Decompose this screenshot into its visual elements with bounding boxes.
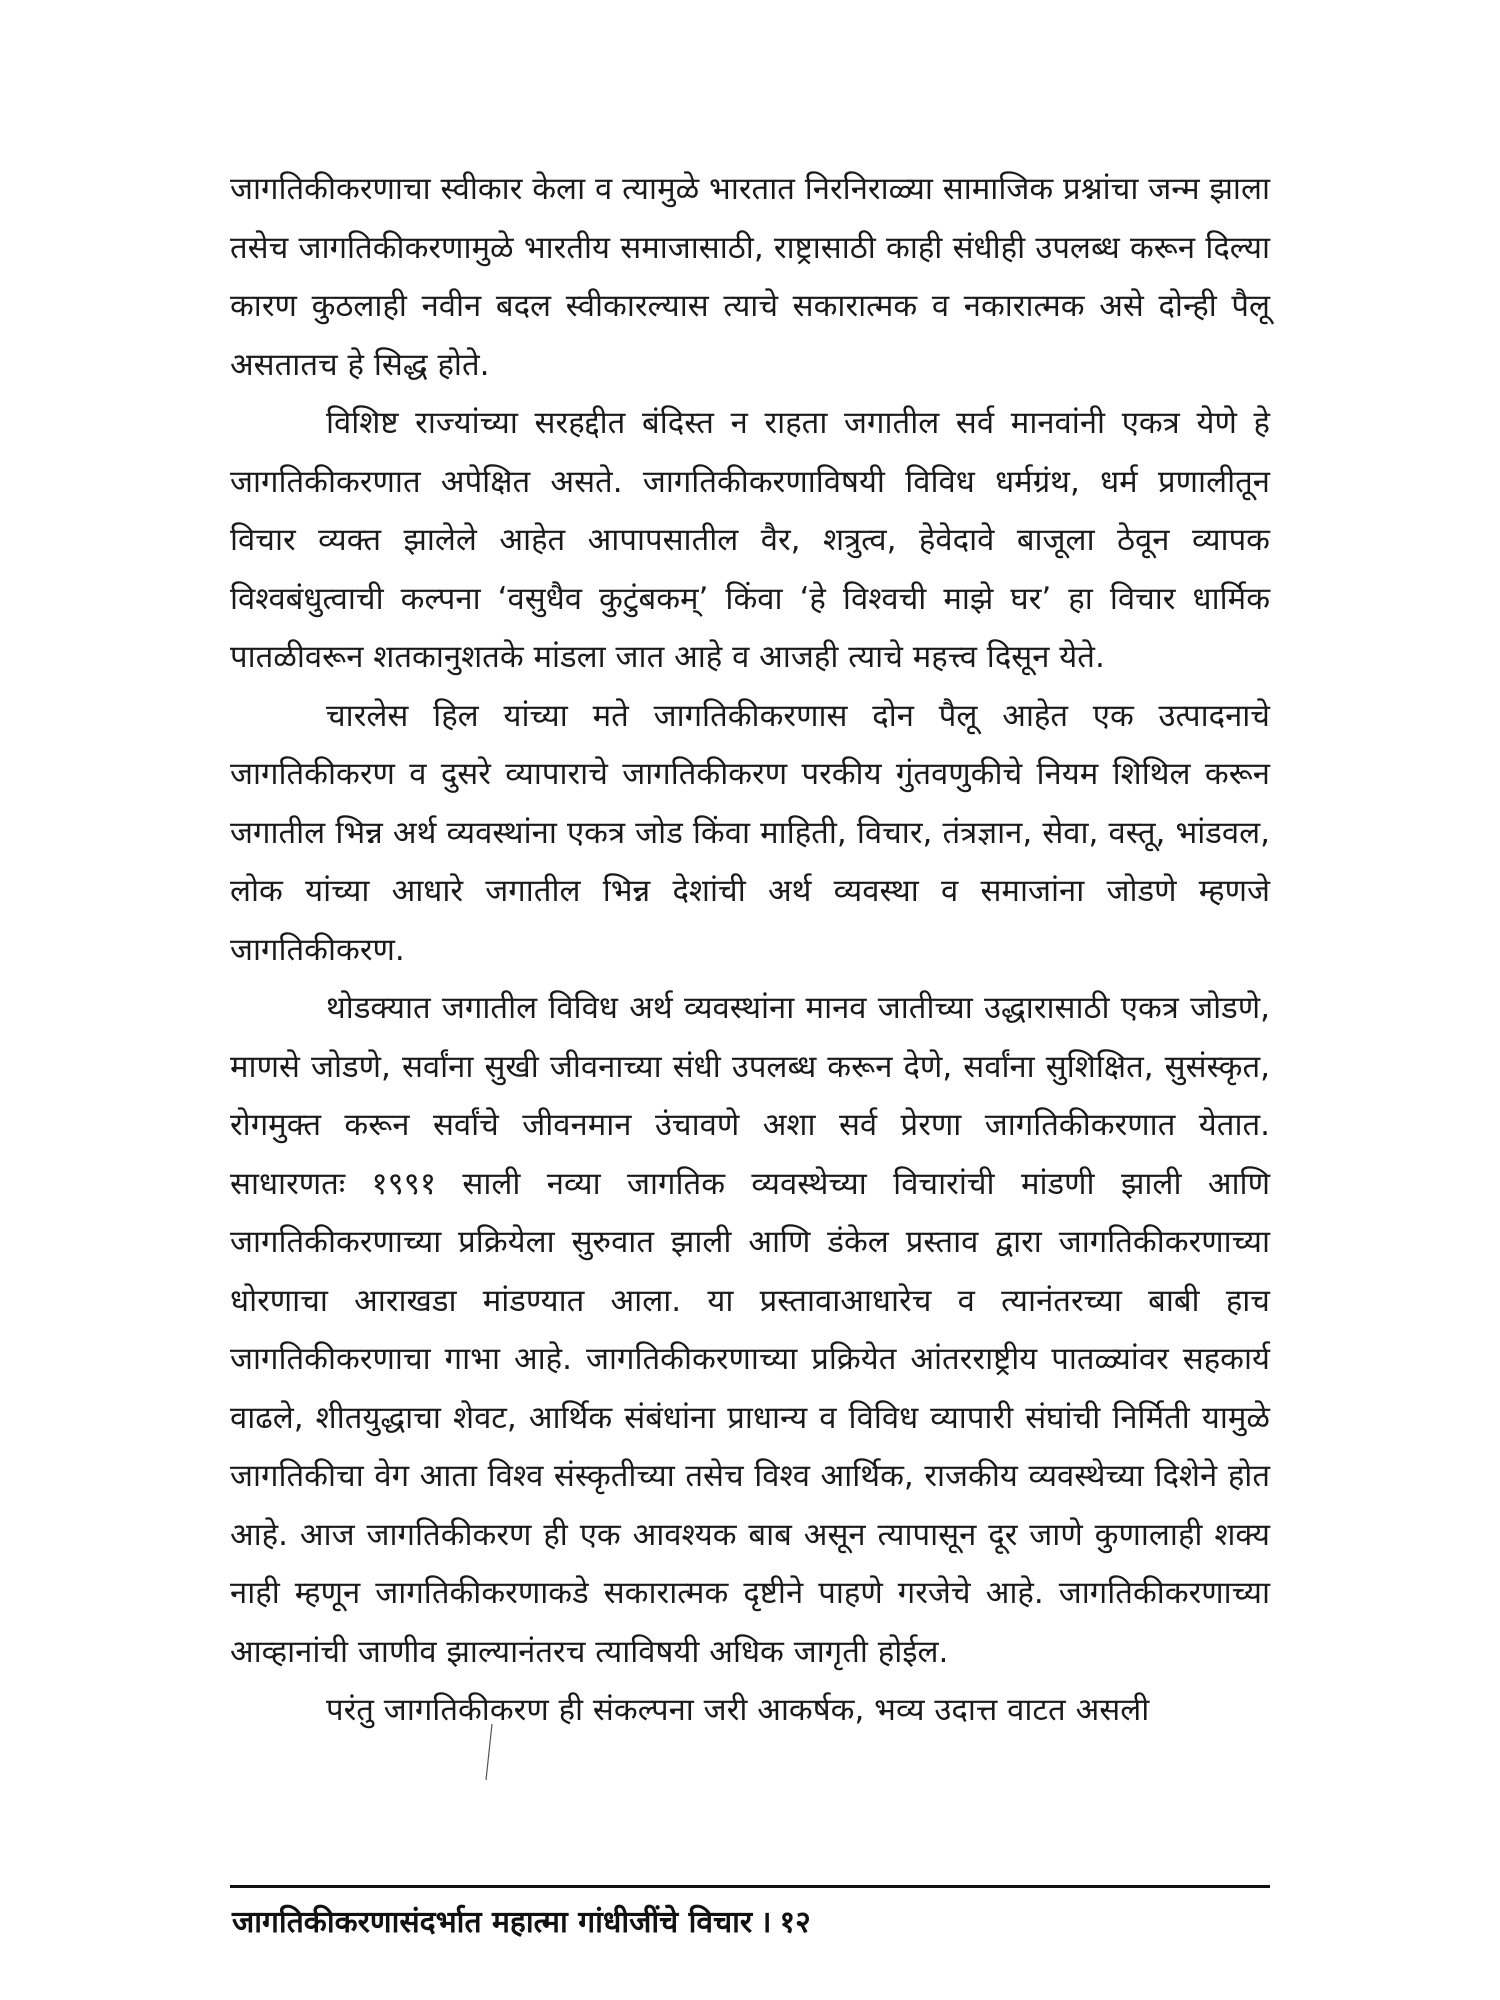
page-number: १२ [779, 1905, 811, 1940]
paragraph-2: विशिष्ट राज्यांच्या सरहद्दीत बंदिस्त न राहता जगातील सर्व मानवांनी एकत्र येणे हे जागतिकीकरणात अपेक्षित असते. जागतिकीकरणाविषयी विविध धर्मग्रंथ, धर्म प्रणालीतून विचार व्यक्त झालेले आहेत आपापसातील वैर, शत्रुत्व, हेवेदावे बाजूला ठेवून व्यापक विश्वबंधुत्वाची कल्पना ‘वसुधैव कुटुंबकम्’ किंवा ‘हे विश्वची माझे घर’ हा विचार धार्मिक पातळीवरून शतकानुशतके मांडला जात आहे व आजही त्याचे महत्त्व दिसून येते. [230, 405, 1270, 675]
paragraph-3: चारलेस हिल यांच्या मते जागतिकीकरणास दोन पैलू आहेत एक उत्पादनाचे जागतिकीकरण व दुसरे व्यापाराचे जागतिकीकरण परकीय गुंतवणुकीचे नियम शिथिल करून जगातील भिन्न अर्थ व्यवस्थांना एकत्र जोड किंवा माहिती, विचार, तंत्रज्ञान, सेवा, वस्तू, भांडवल, लोक यांच्या आधारे जगातील भिन्न देशांची अर्थ व्यवस्था व समाजांना जोडणे म्हणजे जागतिकीकरण. [230, 697, 1270, 968]
running-footer [232, 1900, 811, 1941]
paragraph-4: थोडक्यात जगातील विविध अर्थ व्यवस्थांना मानव जातीच्या उद्धारासाठी एकत्र जोडणे, माणसे जोडणे, सर्वांना सुखी जीवनाच्या संधी उपलब्ध करून देणे, सर्वांना सुशिक्षित, सुसंस्कृत, रोगमुक्त करून सर्वांचे जीवनमान उंचावणे अशा सर्व प्रेरणा जागतिकीकरणात येतात. साधारणतः १९९१ साली नव्या जागतिक व्यवस्थेच्या विचारांची मांडणी झाली आणि जागतिकीकरणाच्या प्रक्रियेला सुरुवात झाली आणि डंकेल प्रस्ताव द्वारा जागतिकीकरणाच्या धोरणाचा आराखडा मांडण्यात आला. या प्रस्तावाआधारेच व त्यानंतरच्या बाबी हाच जागतिकीकरणाचा गाभा आहे. जागतिकीकरणाच्या प्रक्रियेत आंतरराष्ट्रीय पातळ्यांवर सहकार्य वाढले, शीतयुद्धाचा शेवट, आर्थिक संबंधांना प्राधान्य व विविध व्यापारी संघांची निर्मिती यामुळे जागतिकीचा वेग आता विश्व संस्कृतीच्या तसेच विश्व आर्थिक, राजकीय व्यवस्थेच्या दिशेने होत आहे. आज जागतिकीकरण ही एक आवश्यक बाब असून त्यापासून दूर जाणे कुणालाही शक्य नाही म्हणून जागतिकीकरणाकडे सकारात्मक दृष्टीने पाहणे गरजेचे आहे. जागतिकीकरणाच्या आव्हानांची जाणीव झाल्यानंतरच त्याविषयी अधिक जागृती होईल. [230, 990, 1270, 1670]
pen-stroke-mark [484, 1722, 494, 1782]
paragraph-1: जागतिकीकरणाचा स्वीकार केला व त्यामुळे भारतात निरनिराळ्या सामाजिक प्रश्नांचा जन्म झाला तसेच जागतिकीकरणामुळे भारतीय समाजासाठी, राष्ट्रासाठी काही संधीही उपलब्ध करून दिल्या कारण कुठलाही नवीन बदल स्वीकारल्यास त्याचे सकारात्मक व नकारात्मक असे दोन्ही पैलू असतातच हे सिद्ध होते. [230, 171, 1270, 383]
footer-separator: । [760, 1905, 772, 1940]
body-text [230, 160, 1270, 1740]
paragraph-5: परंतु जागतिकीकरण ही संकल्पना जरी आकर्षक, भव्य उदात्त वाटत असली [326, 1692, 1150, 1728]
footer-book-title: जागतिकीकरणासंदर्भात महात्मा गांधीजींचे विचार [232, 1905, 753, 1940]
footer-divider [230, 1885, 1270, 1888]
